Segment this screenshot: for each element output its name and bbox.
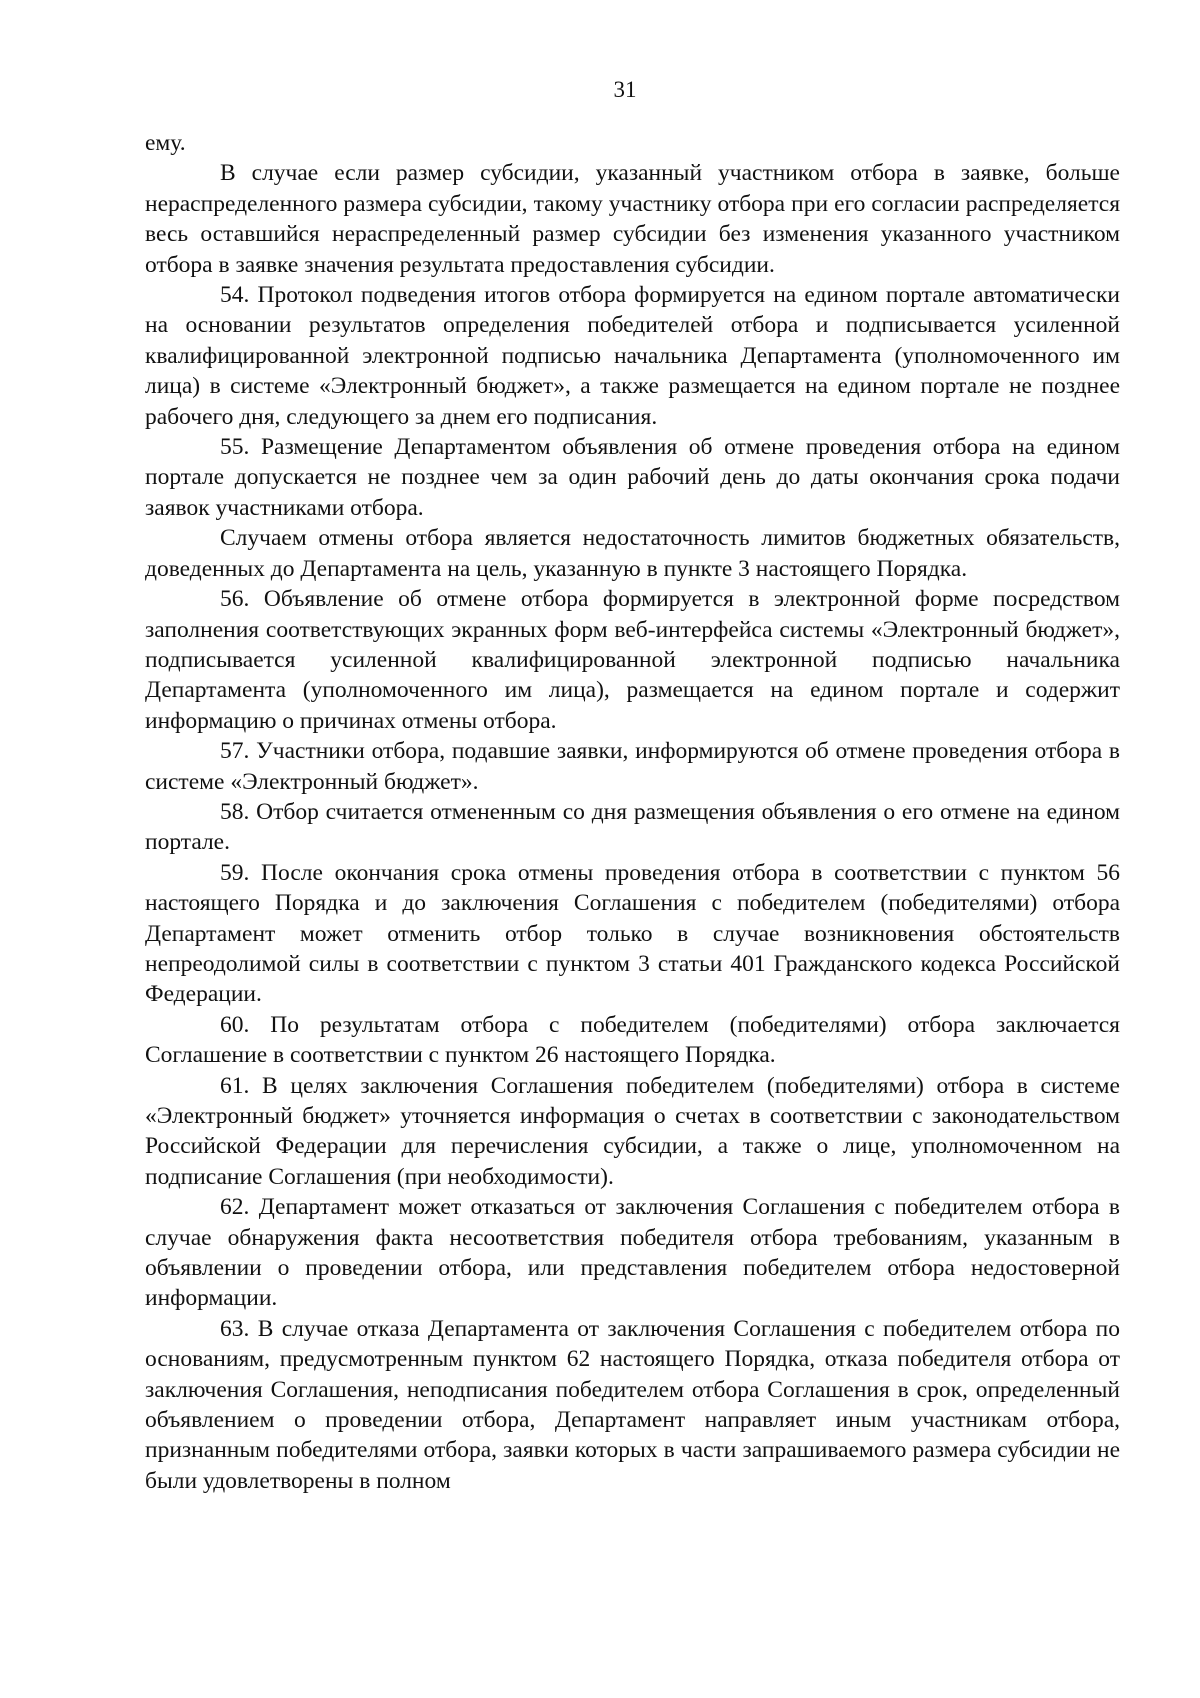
paragraph-subsidy-distribution: В случае если размер субсидии, указанный участником отбора в заявке, больше нераспределенного размера субсидии, такому участнику отбора при его согласии распределяется весь оставшийся нераспределенный размер субсидии без изменения указанного участником отбора в заявке значения результата предоставления субсидии.	[145, 160, 1120, 278]
paragraph-59: 59. После окончания срока отмены проведения отбора в соответствии с пунктом 56 настоящего Порядка и до заключения Соглашения с победителем (победителями) отбора Департамент может отменить отбор только в случае возникновения обстоятельств непреодолимой силы в соответствии с пунктом 3 статьи 401 Гражданского кодекса Российской Федерации.	[145, 859, 1120, 1008]
paragraph-61: 61. В целях заключения Соглашения победителем (победителями) отбора в системе «Электронный бюджет» уточняется информация о счетах в соответствии с законодательством Российской Федерации для перечисления субсидии, а также о лице, уполномоченном на подписание Соглашения (при необходимости).	[145, 1072, 1120, 1190]
paragraph-55: 55. Размещение Департаментом объявления об отмене проведения отбора на едином портале допускается не позднее чем за один рабочий день до даты окончания срока подачи заявок участниками отбора.	[145, 434, 1120, 521]
paragraph-cancellation-case: Случаем отмены отбора является недостаточность лимитов бюджетных обязательств, доведенных до Департамента на цель, указанную в пункте 3 настоящего Порядка.	[145, 525, 1120, 582]
paragraph-54: 54. Протокол подведения итогов отбора формируется на едином портале автоматически на основании результатов определения победителей отбора и подписывается усиленной квалифицированной электронной подписью начальника Департамента (уполномоченного им лица) в системе «Электронный бюджет», а также размещается на едином портале не позднее рабочего дня, следующего за днем его подписания.	[145, 282, 1120, 430]
paragraph-continuation: ему.	[145, 130, 186, 156]
document-body	[145, 128, 1120, 1496]
paragraph-62: 62. Департамент может отказаться от заключения Соглашения с победителем отбора в случае обнаружения факта несоответствия победителя отбора требованиям, указанным в объявлении о проведении отбора, или представления победителем отбора недостоверной информации.	[145, 1194, 1120, 1312]
paragraph-58: 58. Отбор считается отмененным со дня размещения объявления о его отмене на едином портале.	[145, 798, 1120, 856]
paragraph-56: 56. Объявление об отмене отбора формируется в электронной форме посредством заполнения соответствующих экранных форм веб-интерфейса системы «Электронный бюджет», подписывается усиленной квалифицированной электронной подписью начальника Департамента (уполномоченного им лица), размещается на едином портале и содержит информацию о причинах отмены отбора.	[145, 586, 1120, 734]
paragraph-57: 57. Участники отбора, подавшие заявки, информируются об отмене проведения отбора в системе «Электронный бюджет».	[145, 738, 1120, 795]
page-number: 31	[613, 77, 637, 102]
paragraph-63: 63. В случае отказа Департамента от заключения Соглашения с победителем отбора по основаниям, предусмотренным пунктом 62 настоящего Порядка, отказа победителя отбора от заключения Соглашения, неподписания победителем отбора Соглашения в срок, определенный объявлением о проведении отбора, Департамент направляет иным участникам отбора, признанным победителями отбора, заявки которых в части запрашиваемого размера субсидии не были удовлетворены в полном	[145, 1315, 1120, 1494]
paragraph-60: 60. По результатам отбора с победителем (победителями) отбора заключается Соглашение в соответствии с пунктом 26 настоящего Порядка.	[145, 1011, 1120, 1069]
